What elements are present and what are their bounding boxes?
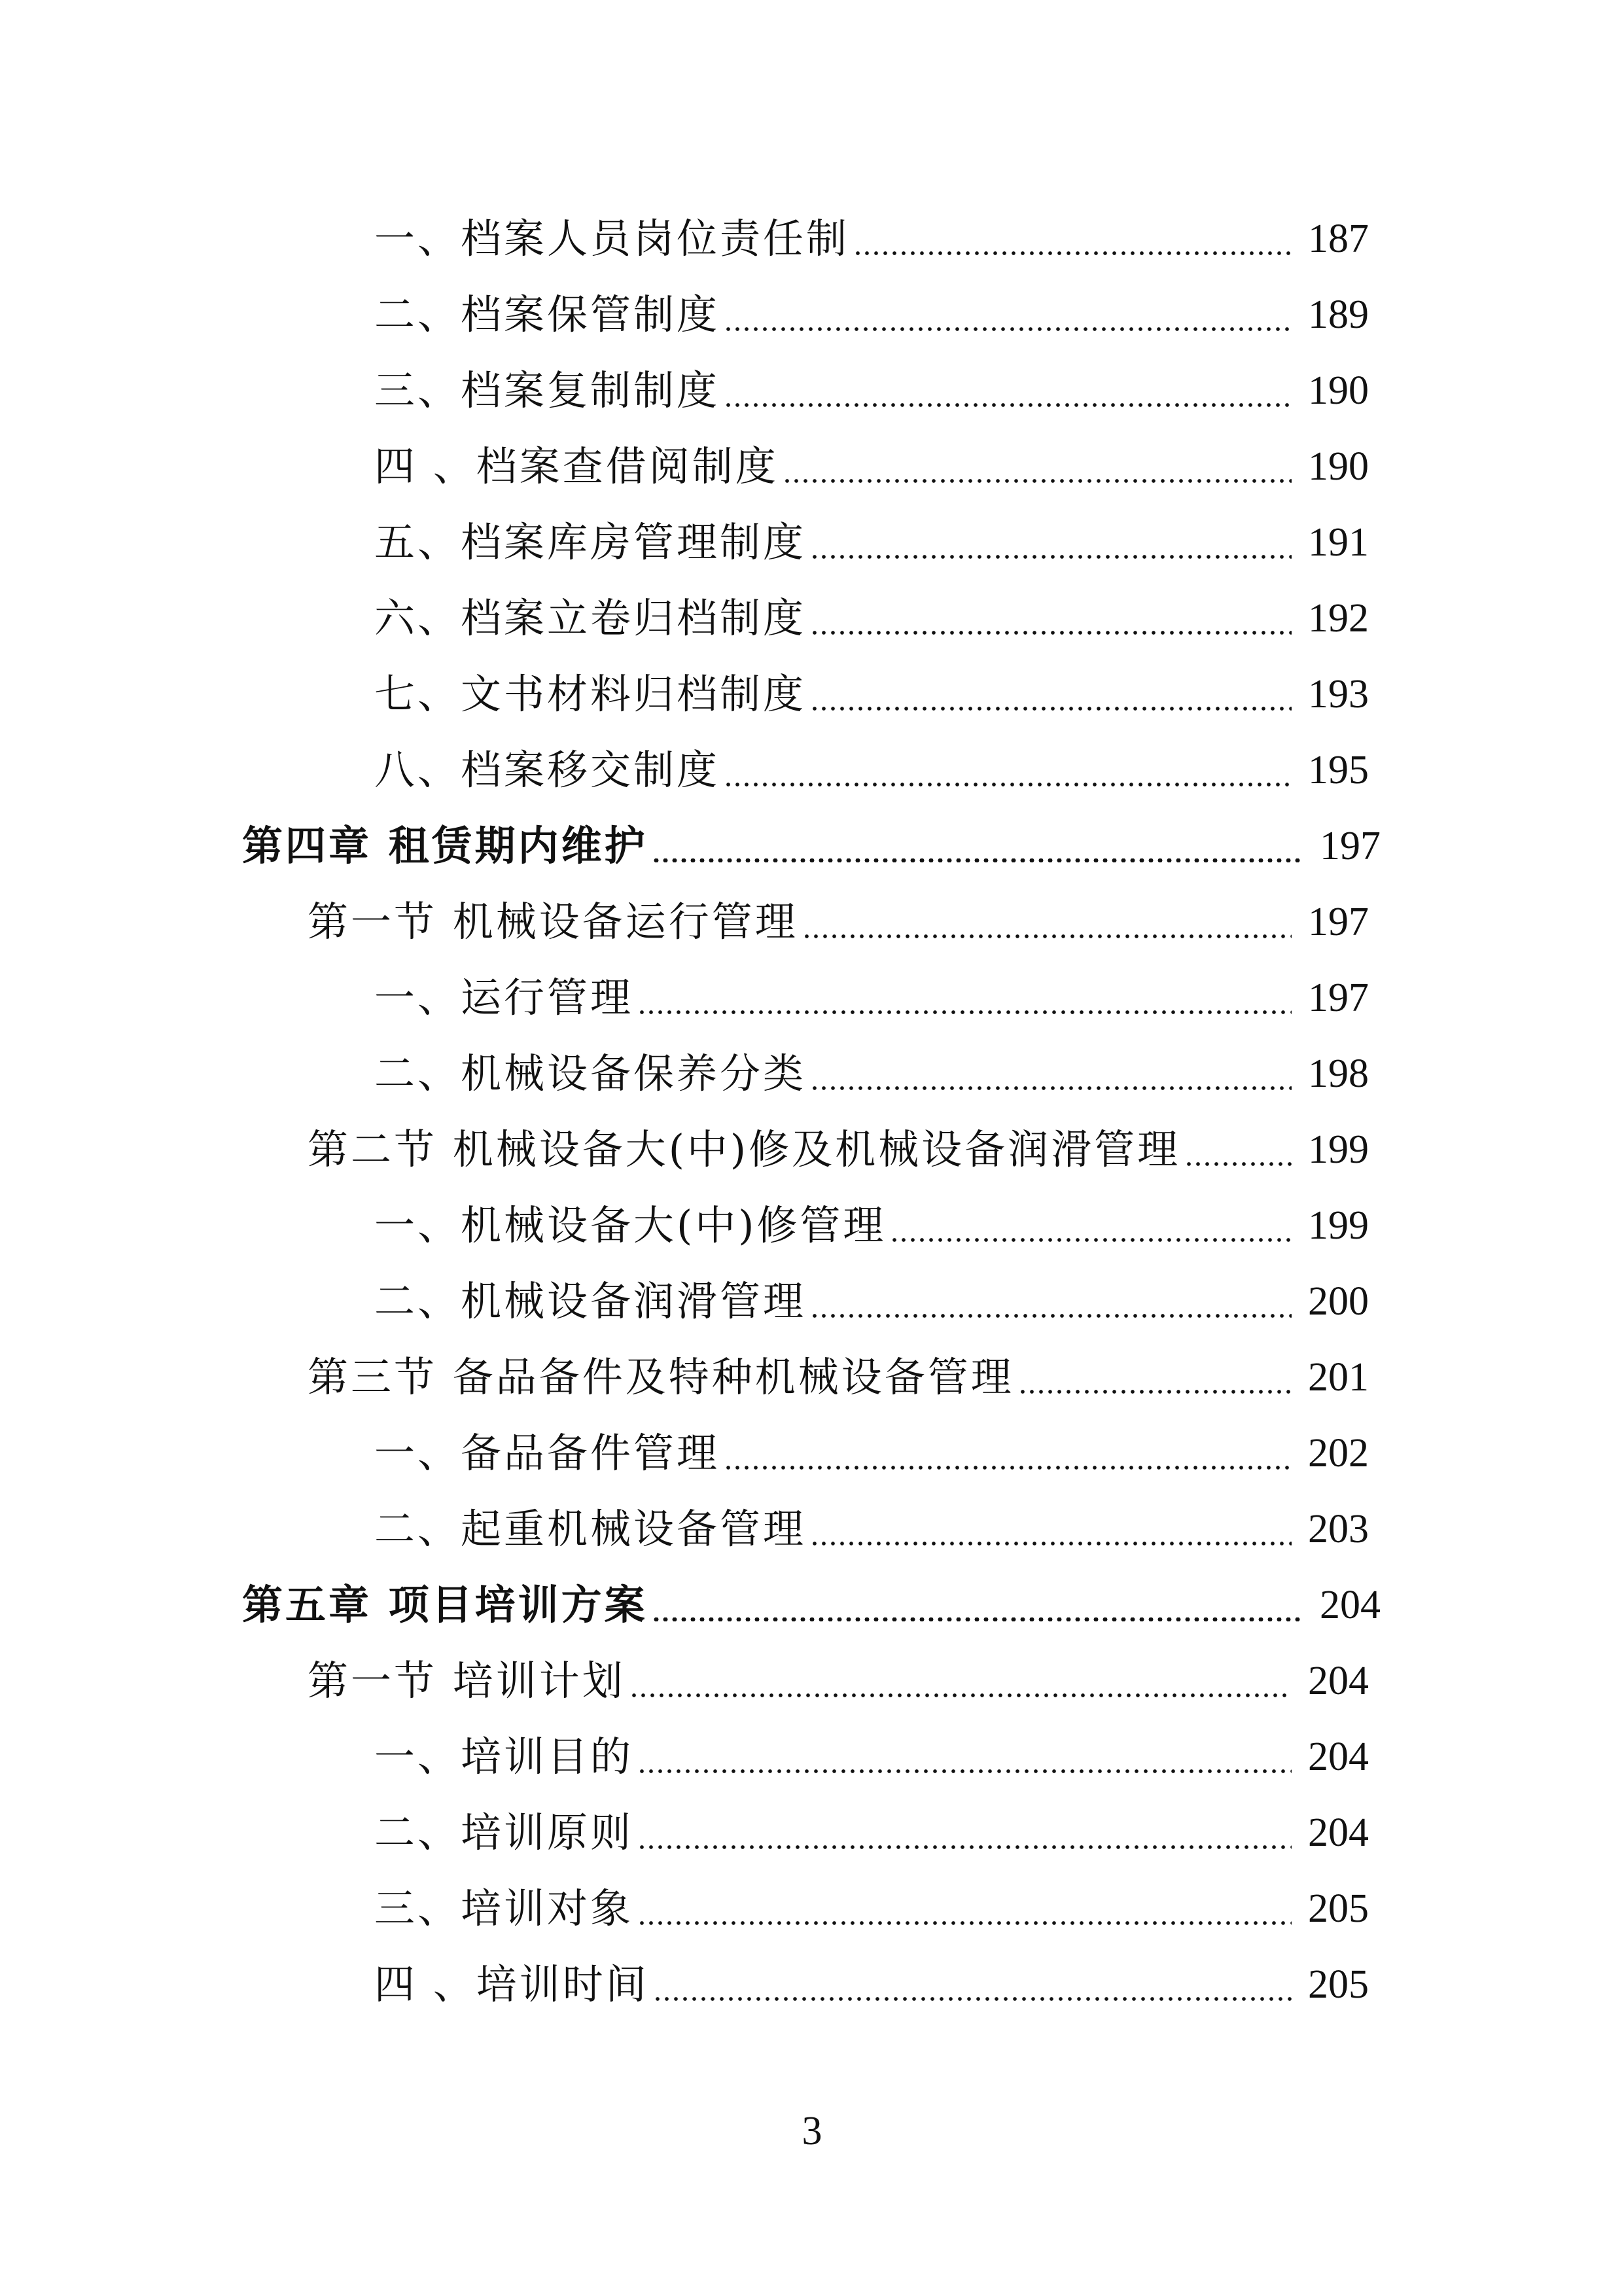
toc-entry[interactable]: [374, 968, 1369, 1027]
toc-entry[interactable]: [374, 589, 1369, 648]
toc-entry-page: 205: [1308, 1886, 1369, 1931]
toc-entry[interactable]: [374, 361, 1369, 420]
dot-leader: [724, 327, 1292, 331]
toc-section-entry[interactable]: [308, 892, 1369, 951]
toc-entry-title: 一、运行管理: [374, 974, 634, 1021]
dot-leader: [653, 1997, 1292, 2001]
dot-leader: [637, 1769, 1292, 1773]
toc-entry-page: 190: [1308, 444, 1369, 489]
toc-entry[interactable]: [374, 1424, 1369, 1483]
toc-entry-title: 第五章 项目培训方案: [242, 1581, 648, 1629]
toc-entry[interactable]: [374, 1727, 1369, 1786]
toc-entry-page: 203: [1308, 1507, 1369, 1551]
dot-leader: [1184, 1162, 1292, 1166]
toc-chapter-entry[interactable]: [242, 817, 1381, 875]
toc-entry[interactable]: [374, 1196, 1369, 1255]
toc-entry-title: 一、机械设备大(中)修管理: [374, 1201, 887, 1249]
toc-entry-title: 五、档案库房管理制度: [374, 518, 807, 566]
toc-entry[interactable]: [374, 1879, 1369, 1938]
dot-leader: [724, 1466, 1292, 1470]
dot-leader: [810, 1314, 1292, 1318]
toc-entry-page: 190: [1308, 368, 1369, 413]
toc-entry-page: 204: [1320, 1583, 1381, 1627]
toc-entry[interactable]: [374, 513, 1369, 572]
toc-entry-title: 二、培训原则: [374, 1809, 634, 1856]
toc-entry[interactable]: [374, 209, 1369, 268]
toc-entry-page: 201: [1308, 1355, 1369, 1400]
toc-section-entry[interactable]: [308, 1348, 1369, 1407]
toc-entry-title: 一、培训目的: [374, 1733, 634, 1780]
toc-entry-page: 200: [1308, 1279, 1369, 1324]
toc-entry-title: 七、文书材料归档制度: [374, 670, 807, 718]
toc-entry-page: 195: [1308, 748, 1369, 792]
dot-leader: [810, 707, 1292, 711]
toc-entry-title: 第四章 租赁期内维护: [242, 822, 648, 870]
toc-entry[interactable]: [374, 1044, 1369, 1103]
dot-leader: [810, 1542, 1292, 1545]
toc-entry-title: 三、培训对象: [374, 1884, 634, 1932]
toc-entry-page: 197: [1320, 824, 1381, 868]
dot-leader: [890, 1238, 1292, 1242]
toc-entry-page: 191: [1308, 520, 1369, 565]
toc-entry-title: 第一节 机械设备运行管理: [308, 898, 798, 945]
toc-entry[interactable]: [374, 1955, 1369, 2014]
toc-section-entry[interactable]: [308, 1120, 1369, 1179]
toc-entry-page: 204: [1308, 1659, 1369, 1703]
toc-entry-page: 202: [1308, 1431, 1369, 1475]
page-number: 3: [802, 2109, 822, 2153]
toc-entry-title: 三、档案复制制度: [374, 366, 720, 414]
toc-section-entry[interactable]: [308, 1651, 1369, 1710]
toc-entry-page: 199: [1308, 1203, 1369, 1248]
toc-entry-page: 198: [1308, 1051, 1369, 1096]
toc-entry-title: 四 、档案查借阅制度: [374, 442, 779, 490]
toc-entry-page: 193: [1308, 672, 1369, 716]
toc-entry[interactable]: [374, 285, 1369, 344]
dot-leader: [783, 479, 1292, 483]
toc-entry-page: 187: [1308, 217, 1369, 261]
dot-leader: [810, 1086, 1292, 1090]
toc-entry[interactable]: [374, 1803, 1369, 1862]
dot-leader: [637, 1845, 1292, 1849]
toc-entry-page: 204: [1308, 1735, 1369, 1779]
dot-leader: [724, 403, 1292, 407]
toc-entry-title: 六、档案立卷归档制度: [374, 594, 807, 642]
toc-entry-title: 一、档案人员岗位责任制: [374, 215, 850, 262]
toc-entry-page: 205: [1308, 1962, 1369, 2007]
dot-leader: [652, 858, 1303, 862]
toc-entry[interactable]: [374, 1272, 1369, 1331]
toc-chapter-entry[interactable]: [242, 1576, 1381, 1634]
toc-entry-title: 四 、培训时间: [374, 1960, 649, 2008]
toc-entry-page: 199: [1308, 1127, 1369, 1172]
toc-entry-title: 八、档案移交制度: [374, 746, 720, 794]
dot-leader: [652, 1617, 1303, 1621]
toc-entry-title: 第三节 备品备件及特种机械设备管理: [308, 1353, 1014, 1401]
toc-entry-title: 二、机械设备保养分类: [374, 1050, 807, 1097]
toc-entry[interactable]: [374, 665, 1369, 724]
dot-leader: [802, 934, 1292, 938]
dot-leader: [810, 555, 1292, 559]
toc-entry-page: 189: [1308, 292, 1369, 337]
dot-leader: [1018, 1390, 1292, 1394]
toc-entry-page: 197: [1308, 976, 1369, 1020]
dot-leader: [810, 631, 1292, 635]
dot-leader: [637, 1921, 1292, 1925]
dot-leader: [637, 1010, 1292, 1014]
toc-entry[interactable]: [374, 437, 1369, 496]
toc-entry-title: 二、机械设备润滑管理: [374, 1277, 807, 1325]
dot-leader: [724, 783, 1292, 786]
toc-entry-page: 197: [1308, 900, 1369, 944]
toc-entry-title: 二、起重机械设备管理: [374, 1505, 807, 1553]
toc-entry[interactable]: [374, 741, 1369, 800]
toc-entry-title: 第二节 机械设备大(中)修及机械设备润滑管理: [308, 1125, 1181, 1173]
toc-entry-page: 204: [1308, 1810, 1369, 1855]
toc-entry[interactable]: [374, 1500, 1369, 1559]
toc-entry-page: 192: [1308, 596, 1369, 641]
toc-entry-title: 第一节 培训计划: [308, 1657, 626, 1704]
dot-leader: [853, 251, 1292, 255]
toc-entry-title: 二、档案保管制度: [374, 291, 720, 338]
toc-entry-title: 一、备品备件管理: [374, 1429, 720, 1477]
dot-leader: [629, 1693, 1292, 1697]
